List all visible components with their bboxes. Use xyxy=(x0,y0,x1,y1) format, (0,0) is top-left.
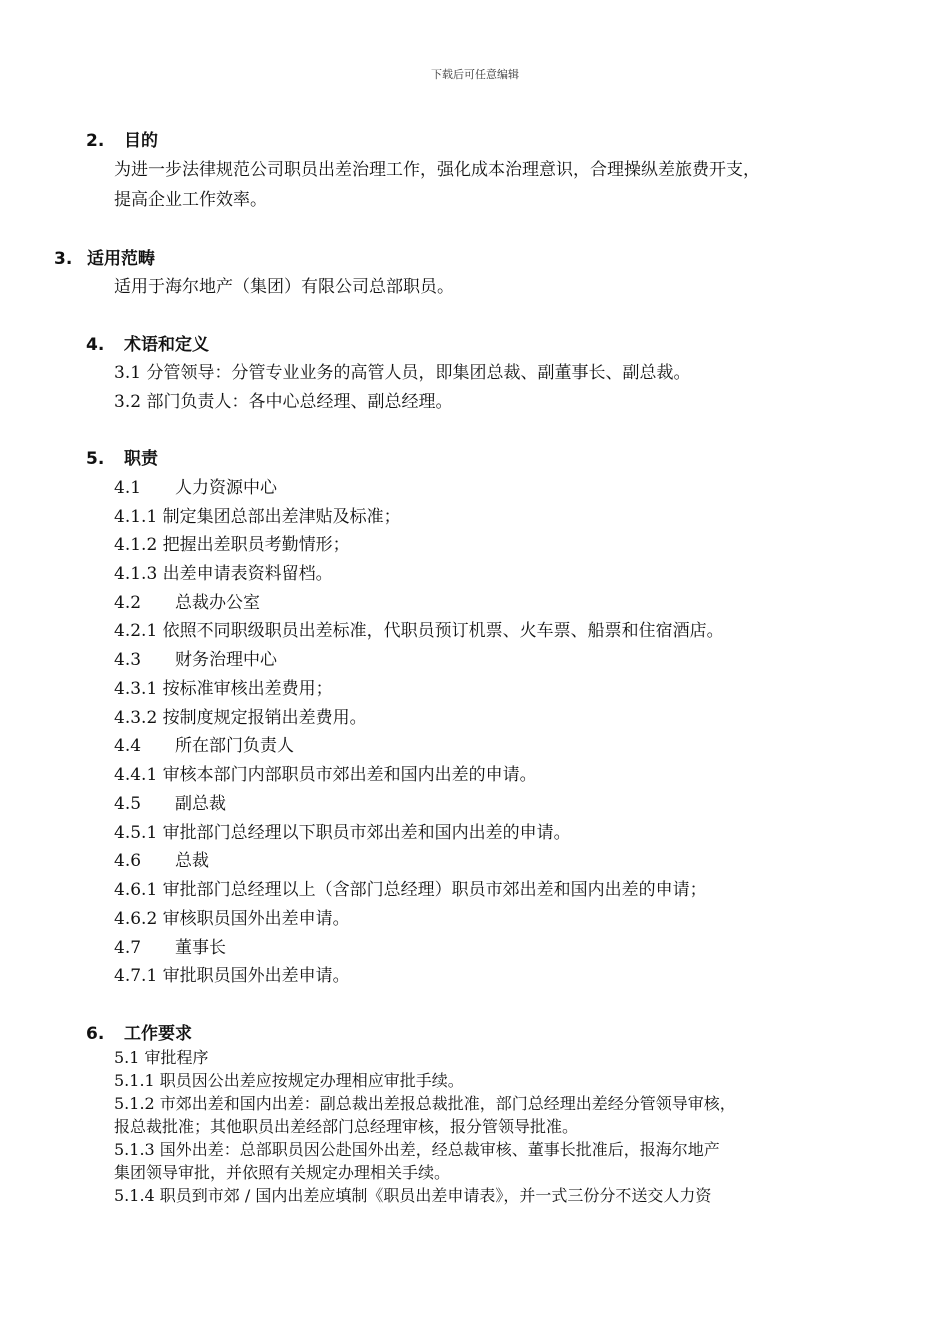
duty-item: 4.4 所在部门负责人 xyxy=(114,736,295,756)
section-title: 职责 xyxy=(124,449,158,469)
duty-item: 4.7 董事长 xyxy=(114,938,227,958)
duty-item: 4.3.2 按制度规定报销出差费用。 xyxy=(114,708,367,728)
duty-item: 4.6.2 审核职员国外出差申请。 xyxy=(114,909,350,929)
paragraph-line: 为进一步法律规范公司职员出差治理工作，强化成本治理意识，合理操纵差旅费开支， xyxy=(114,160,760,180)
section-title: 术语和定义 xyxy=(124,335,209,355)
section-title: 目的 xyxy=(124,131,158,151)
section-number: 6. xyxy=(86,1024,105,1044)
requirement-line: 5.1.1 职员因公出差应按规定办理相应审批手续。 xyxy=(114,1071,464,1090)
paragraph-line: 适用于海尔地产（集团）有限公司总部职员。 xyxy=(114,277,454,297)
section-number: 5. xyxy=(86,449,105,469)
requirement-line: 5.1.4 职员到市郊 / 国内出差应填制《职员出差申请表》，并一式三份分不送交人力资 xyxy=(114,1186,712,1205)
duty-item: 4.2.1 依照不同职级职员出差标准，代职员预订机票、火车票、船票和住宿酒店。 xyxy=(114,621,724,641)
section-number: 4. xyxy=(86,335,105,355)
duty-item: 4.5 副总裁 xyxy=(114,794,227,814)
duty-item: 4.6.1 审批部门总经理以上（含部门总经理）职员市郊出差和国内出差的申请； xyxy=(114,880,707,900)
duty-item: 4.1 人力资源中心 xyxy=(114,478,278,498)
duty-item: 4.7.1 审批职员国外出差申请。 xyxy=(114,966,350,986)
section-number: 3. xyxy=(54,249,73,269)
section-3-heading xyxy=(54,244,155,269)
requirement-line: 报总裁批准；其他职员出差经部门总经理审核，报分管领导批准。 xyxy=(114,1117,579,1136)
definition-line: 3.2 部门负责人：各中心总经理、副总经理。 xyxy=(114,392,453,412)
section-title: 适用范畴 xyxy=(87,249,155,269)
duty-item: 4.4.1 审核本部门内部职员市郊出差和国内出差的申请。 xyxy=(114,765,537,785)
section-title: 工作要求 xyxy=(124,1024,192,1044)
duty-item: 4.3 财务治理中心 xyxy=(114,650,278,670)
duty-item: 4.5.1 审批部门总经理以下职员市郊出差和国内出差的申请。 xyxy=(114,823,571,843)
paragraph-line: 提高企业工作效率。 xyxy=(114,190,267,210)
definition-line: 3.1 分管领导：分管专业业务的高管人员，即集团总裁、副董事长、副总裁。 xyxy=(114,363,691,383)
duty-item: 4.1.3 出差申请表资料留档。 xyxy=(114,564,333,584)
section-2-heading xyxy=(86,126,158,151)
duty-item: 4.1.2 把握出差职员考勤情形； xyxy=(114,535,350,555)
requirement-line: 5.1.2 市郊出差和国内出差：副总裁出差报总裁批准，部门总经理出差经分管领导审核， xyxy=(114,1094,736,1113)
section-5-heading xyxy=(86,444,158,469)
requirement-line: 集团领导审批，并依照有关规定办理相关手续。 xyxy=(114,1163,451,1182)
duty-item: 4.3.1 按标准审核出差费用； xyxy=(114,679,333,699)
requirement-line: 5.1 审批程序 xyxy=(114,1048,209,1067)
requirement-line: 5.1.3 国外出差：总部职员因公赴国外出差，经总裁审核、董事长批准后，报海尔地产 xyxy=(114,1140,720,1159)
duty-item: 4.2 总裁办公室 xyxy=(114,593,261,613)
section-4-heading xyxy=(86,330,209,355)
duty-item: 4.1.1 制定集团总部出差津贴及标准； xyxy=(114,507,401,527)
section-6-heading xyxy=(86,1019,192,1044)
duty-item: 4.6 总裁 xyxy=(114,851,210,871)
page-header: 下载后可任意编辑 xyxy=(431,68,519,81)
section-number: 2. xyxy=(86,131,105,151)
